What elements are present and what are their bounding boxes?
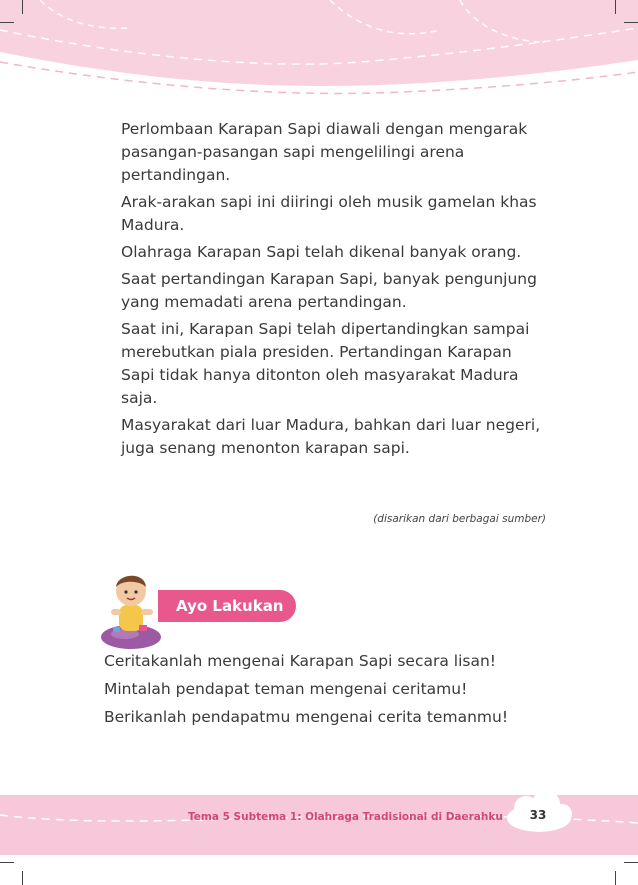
crop-mark — [624, 862, 638, 863]
task-item: Mintalah pendapat teman mengenai ceritamu! — [104, 680, 468, 698]
child-illustration-icon — [97, 565, 167, 655]
activity-tasks — [104, 649, 554, 733]
crop-mark — [22, 0, 23, 14]
story-text — [121, 118, 541, 464]
crop-mark — [0, 862, 14, 863]
activity-label: Ayo Lakukan — [176, 597, 284, 615]
crop-mark — [615, 871, 616, 885]
crop-mark — [0, 22, 14, 23]
task-item: Ceritakanlah mengenai Karapan Sapi secara lisan! — [104, 652, 496, 670]
activity-badge — [158, 590, 296, 622]
story-paragraph: Saat pertandingan Karapan Sapi, banyak pengunjung yang memadati arena pertandingan. — [121, 270, 537, 311]
page-number: 33 — [529, 808, 547, 822]
crop-mark — [615, 0, 616, 14]
story-paragraph: Olahraga Karapan Sapi telah dikenal banyak orang. — [121, 243, 522, 261]
story-paragraph: Perlombaan Karapan Sapi diawali dengan mengarak pasangan-pasangan sapi mengelilingi arena pertandingan. — [121, 120, 528, 184]
story-paragraph: Masyarakat dari luar Madura, bahkan dari luar negeri, juga senang menonton karapan sapi. — [121, 416, 541, 457]
crop-mark — [22, 871, 23, 885]
crop-mark — [624, 22, 638, 23]
header-decoration — [0, 0, 638, 100]
task-item: Berikanlah pendapatmu mengenai cerita temanmu! — [104, 708, 509, 726]
footer-theme-text: Tema 5 Subtema 1: Olahraga Tradisional di Daerahku — [188, 811, 503, 823]
story-paragraph: Arak-arakan sapi ini diiringi oleh musik gamelan khas Madura. — [121, 193, 537, 234]
source-note: (disarikan dari berbagai sumber) — [373, 513, 546, 525]
story-paragraph: Saat ini, Karapan Sapi telah dipertandingkan sampai merebutkan piala presiden. Pertandingan Karapan Sapi tidak hanya ditonton oleh masyarakat Madura saja. — [121, 320, 530, 407]
